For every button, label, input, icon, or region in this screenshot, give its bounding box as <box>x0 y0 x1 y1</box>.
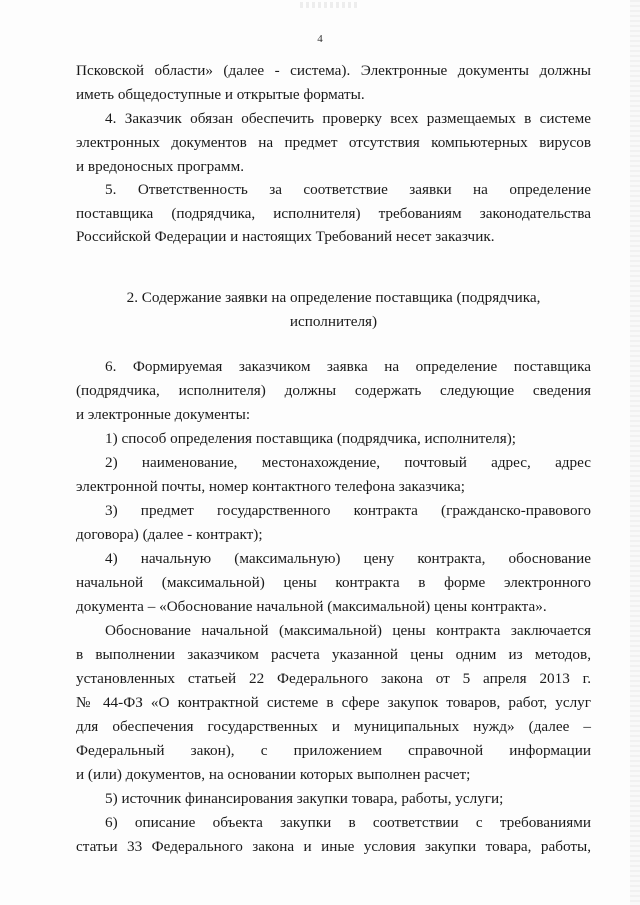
text-line: установленных статьей 22 Федерального закона от 5 апреля 2013 г. <box>76 670 591 687</box>
text-line: для обеспечения государственных и муниципальных нужд» (далее – <box>76 718 591 735</box>
text-line: договора) (далее - контракт); <box>76 526 263 543</box>
text-line: электронных документов на предмет отсутствия компьютерных вирусов <box>76 134 591 151</box>
text-line: № 44-ФЗ «О контрактной системе в сфере закупок товаров, работ, услуг <box>76 694 591 711</box>
text-line: статьи 33 Федерального закона и иные условия закупки товара, работы, <box>76 838 591 855</box>
text-line: документа – «Обоснование начальной (максимальной) цены контракта». <box>76 598 547 615</box>
text-line: 5. Ответственность за соответствие заявки на определение <box>105 181 591 198</box>
text-line: начальной (максимальной) цены контракта в форме электронного <box>76 574 591 591</box>
section-heading: 2. Содержание заявки на определение поставщика (подрядчика, <box>126 289 541 306</box>
list-item: 2) наименование, местонахождение, почтовый адрес, адрес <box>105 454 591 471</box>
text-line: и (или) документов, на основании которых выполнен расчет; <box>76 766 471 783</box>
text-line: иметь общедоступные и открытые форматы. <box>76 86 365 103</box>
text-line: Обоснование начальной (максимальной) цены контракта заключается <box>105 622 591 639</box>
text-line: поставщика (подрядчика, исполнителя) требованиям законодательства <box>76 205 591 222</box>
text-line: и электронные документы: <box>76 406 251 423</box>
section-heading-continued: исполнителя) <box>289 313 378 330</box>
text-line: 4. Заказчик обязан обеспечить проверку всех размещаемых в системе <box>105 110 591 127</box>
list-item: 6) описание объекта закупки в соответствии с требованиями <box>105 814 591 831</box>
scan-edge-artifact <box>630 0 640 905</box>
scan-top-artifact <box>300 2 360 8</box>
list-item: 1) способ определения поставщика (подрядчика, исполнителя); <box>105 430 516 447</box>
page-number: 4 <box>317 33 323 45</box>
text-line: Псковской области» (далее - система). Электронные документы должны <box>76 62 591 79</box>
list-item: 3) предмет государственного контракта (гражданско-правового <box>105 502 591 519</box>
text-line: электронной почты, номер контактного телефона заказчика; <box>76 478 465 495</box>
text-line: 6. Формируемая заказчиком заявка на определение поставщика <box>105 358 591 375</box>
text-line: (подрядчика, исполнителя) должны содержать следующие сведения <box>76 382 591 399</box>
list-item: 4) начальную (максимальную) цену контракта, обоснование <box>105 550 591 567</box>
text-line: Российской Федерации и настоящих Требований несет заказчик. <box>76 228 495 245</box>
text-line: Федеральный закон), с приложением справочной информации <box>76 742 591 759</box>
text-line: в выполнении заказчиком расчета указанной цены одним из методов, <box>76 646 591 663</box>
text-line: и вредоносных программ. <box>76 158 245 175</box>
list-item: 5) источник финансирования закупки товара, работы, услуги; <box>105 790 504 807</box>
